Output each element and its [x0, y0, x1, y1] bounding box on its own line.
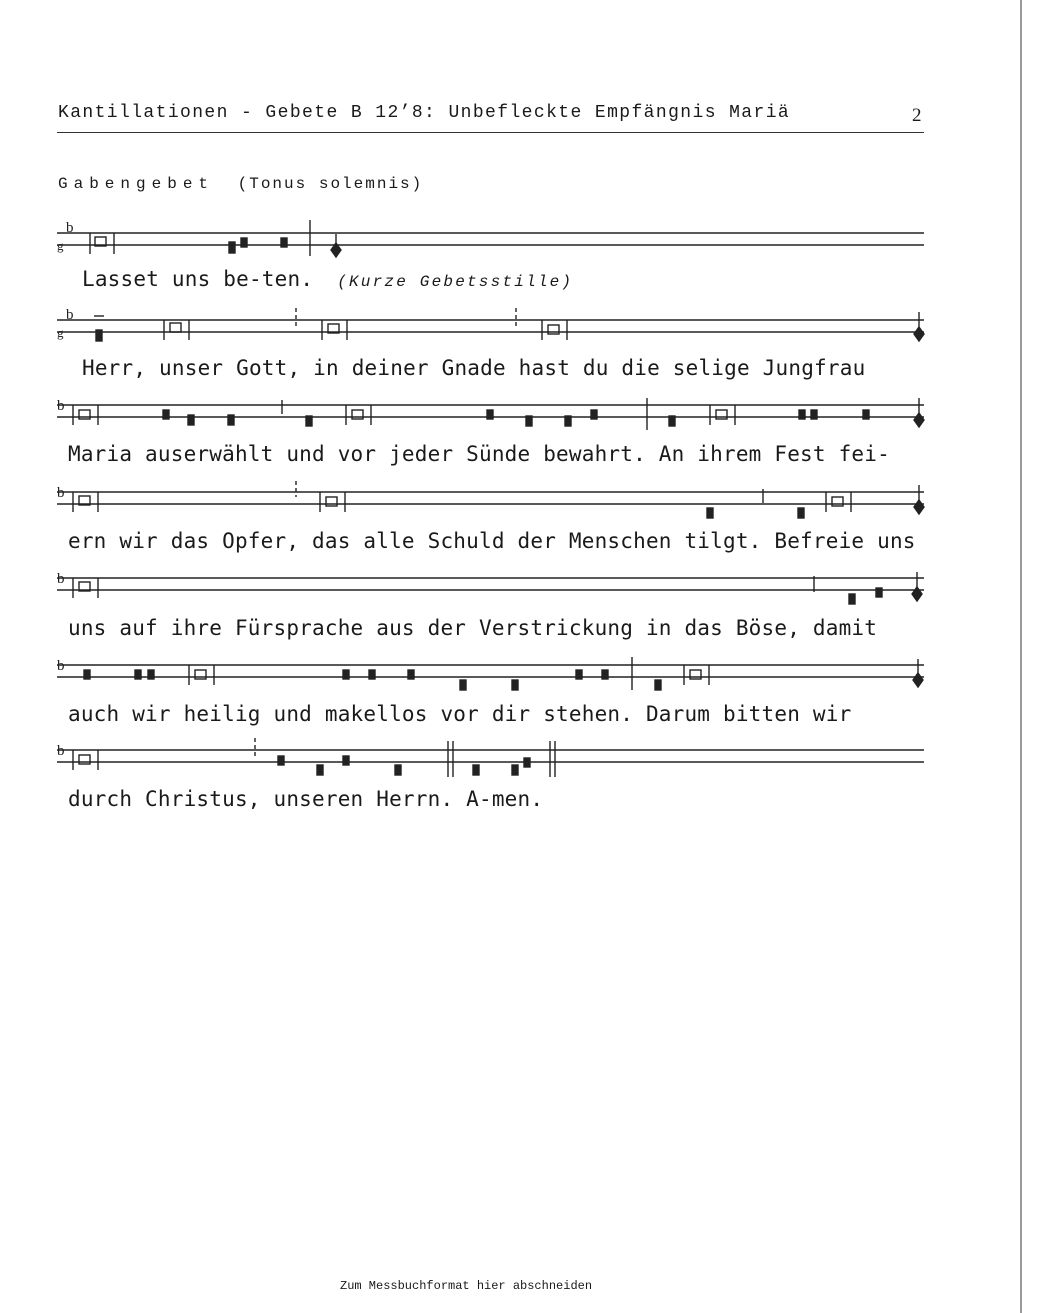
clef-flat: b [66, 220, 74, 236]
footer-cut-note: Zum Messbuchformat hier abschneiden [340, 1279, 593, 1293]
staff-5 [57, 571, 924, 604]
clef-g: g [57, 238, 64, 253]
lyric-line-1-text: Lasset uns be-ten. [82, 267, 314, 291]
staff-6 [57, 657, 924, 690]
lyric-line-7: durch Christus, unseren Herrn. A-men. [68, 787, 544, 811]
section-title-main: Gabengebet [58, 175, 215, 193]
lyric-line-5: uns auf ihre Fürsprache aus der Verstrickung in das Böse, damit [68, 616, 878, 640]
staff-2 [57, 307, 924, 341]
clef-flat: b [66, 307, 74, 323]
clef-flat: b [57, 398, 65, 414]
rubric-kurze-gebetsstille: (Kurze Gebetsstille) [337, 273, 574, 291]
clef-flat: b [57, 743, 65, 759]
clef-flat: b [57, 571, 65, 587]
lyric-line-2: Herr, unser Gott, in deiner Gnade hast du die selige Jungfrau [82, 356, 866, 380]
staff-1 [57, 220, 924, 257]
lyric-line-3: Maria auserwählt und vor jeder Sünde bewahrt. An ihrem Fest fei- [68, 442, 890, 466]
lyric-line-1 [82, 267, 573, 291]
clef-flat: b [57, 485, 65, 501]
lyric-line-6: auch wir heilig und makellos vor dir stehen. Darum bitten wir [68, 702, 852, 726]
page-number: 2 [912, 105, 922, 126]
lyric-line-4: ern wir das Opfer, das alle Schuld der Menschen tilgt. Befreie uns [68, 529, 916, 553]
section-title-tonus: (Tonus solemnis) [237, 175, 424, 193]
clef-flat: b [57, 658, 65, 674]
staff-3 [57, 398, 924, 430]
staff-4 [57, 481, 924, 518]
clef-g: g [57, 325, 64, 340]
page-header-title: Kantillationen - Gebete B 12’8: Unbefleckte Empfängnis Mariä [58, 103, 791, 123]
staff-7 [57, 738, 924, 777]
